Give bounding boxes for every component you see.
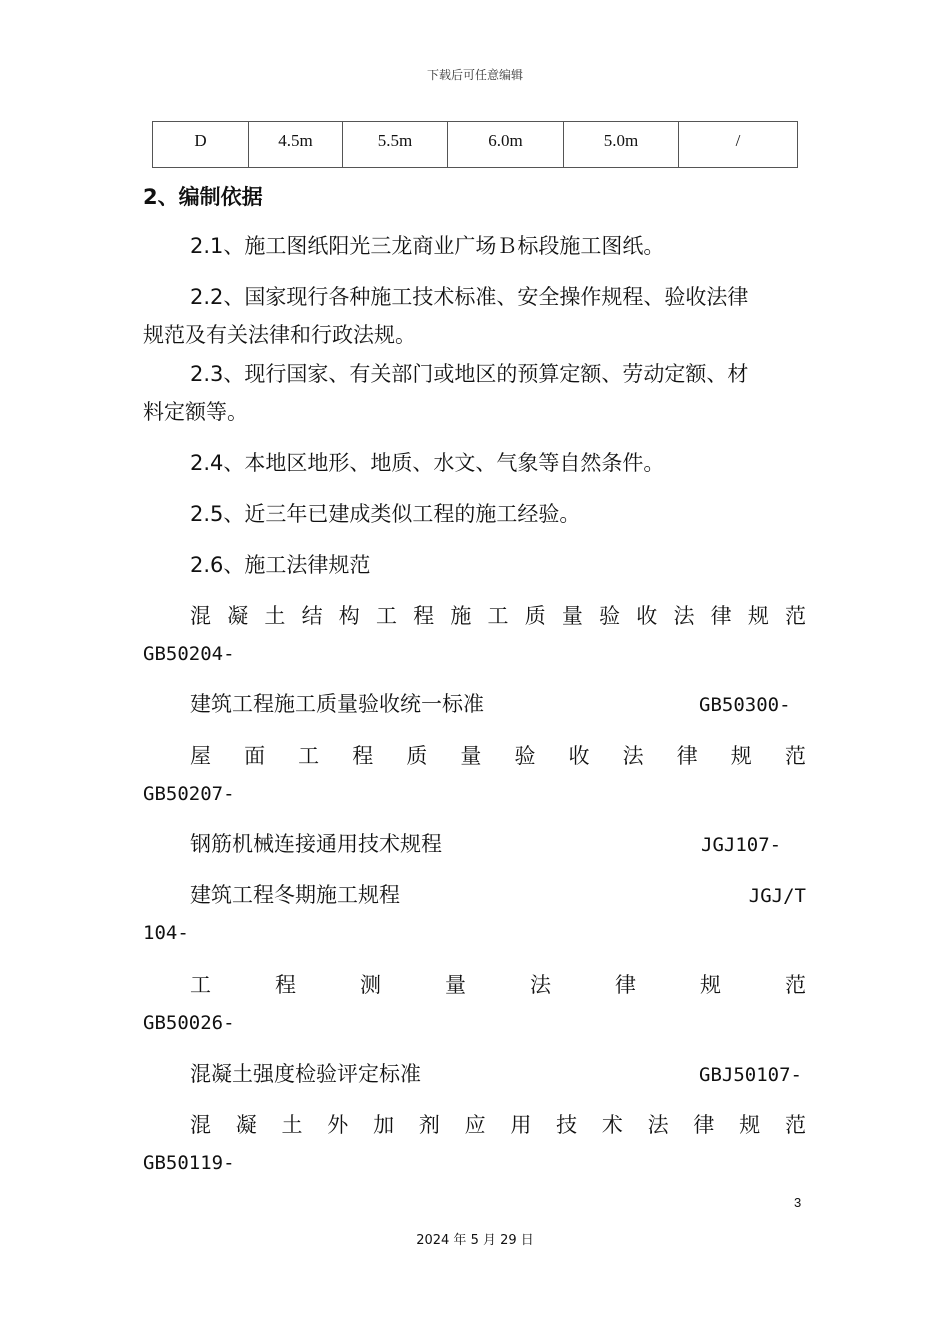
standard-name-char: 工 (298, 744, 320, 768)
standard-name-char: 土 (264, 604, 286, 628)
standard-name-char: 验 (599, 604, 621, 628)
standard-name-char: 面 (244, 744, 266, 768)
standard-name-char: 律 (710, 604, 732, 628)
standard-item (190, 691, 806, 717)
standard-name-char: 术 (601, 1113, 623, 1137)
paragraph-line: 2.2、国家现行各种施工技术标准、安全操作规程、验收法律 (190, 285, 749, 309)
standard-name-char: 律 (676, 744, 698, 768)
standard-name-char: 程 (275, 973, 296, 997)
standard-name-char: 量 (460, 744, 482, 768)
standard-code: GB50300- (699, 694, 791, 716)
standard-name-char: 工 (375, 604, 397, 628)
standard-name-char: 收 (636, 604, 658, 628)
table-cell: 5.0m (564, 122, 679, 168)
standard-name-char: 程 (413, 604, 435, 628)
standard-name-char: 加 (373, 1113, 395, 1137)
standard-name-char: 质 (406, 744, 428, 768)
standard-code: GB50207- (143, 783, 235, 805)
standard-name-char: 法 (622, 744, 644, 768)
table-cell: 4.5m (249, 122, 343, 168)
standard-name-char: 结 (301, 604, 323, 628)
page-number: 3 (794, 1195, 802, 1210)
standard-name-char: 规 (700, 973, 721, 997)
standard-name-char: 土 (281, 1113, 303, 1137)
paragraph-line: 2.1、施工图纸阳光三龙商业广场Ｂ标段施工图纸。 (190, 234, 665, 258)
table-cell: 5.5m (343, 122, 448, 168)
paragraph-line: 料定额等。 (143, 400, 248, 424)
standard-name-spread (190, 743, 806, 769)
table-cell: 6.0m (448, 122, 564, 168)
standard-name-char: 施 (450, 604, 472, 628)
standard-name-char: 混 (190, 1113, 211, 1137)
paragraph-line: 2.3、现行国家、有关部门或地区的预算定额、劳动定额、材 (190, 362, 749, 386)
spec-table (152, 121, 798, 168)
table-cell: D (153, 122, 249, 168)
standard-name-char: 剂 (418, 1113, 440, 1137)
standard-name-char: 屋 (190, 744, 211, 768)
standard-code: JGJ/T (748, 885, 806, 907)
standard-name-char: 技 (556, 1113, 578, 1137)
standard-name-char: 工 (487, 604, 509, 628)
standard-code: GB50204- (143, 643, 235, 665)
standard-name-char: 范 (784, 744, 806, 768)
standard-name-char: 用 (510, 1113, 532, 1137)
standard-name: 建筑工程冬期施工规程 (190, 883, 400, 907)
standard-name-char: 规 (747, 604, 769, 628)
table-cell: / (679, 122, 798, 168)
standard-name-char: 范 (785, 604, 806, 628)
standard-name: 钢筋机械连接通用技术规程 (190, 832, 442, 856)
footer-date: 2024 年 5 月 29 日 (416, 1233, 534, 1248)
standard-name-char: 规 (739, 1113, 761, 1137)
section-title: 2、编制依据 (143, 185, 263, 209)
paragraph-line: 2.6、施工法律规范 (190, 553, 371, 577)
standard-name-char: 测 (360, 973, 381, 997)
standard-code: GB50026- (143, 1012, 235, 1034)
standard-name-char: 混 (190, 604, 211, 628)
standard-name-char: 量 (445, 973, 466, 997)
table-row (153, 122, 798, 168)
standard-name: 混凝土强度检验评定标准 (190, 1062, 421, 1086)
standard-name-char: 范 (784, 1113, 806, 1137)
standard-name-char: 律 (615, 973, 636, 997)
standard-name-char: 工 (190, 973, 211, 997)
paragraph-line: 规范及有关法律和行政法规。 (143, 323, 416, 347)
standard-name-spread (190, 972, 806, 998)
standard-name-spread (190, 603, 806, 629)
standard-name-char: 法 (530, 973, 551, 997)
paragraph-line: 2.5、近三年已建成类似工程的施工经验。 (190, 502, 581, 526)
standard-name-char: 收 (568, 744, 590, 768)
standard-name-char: 质 (524, 604, 546, 628)
standard-name-char: 律 (693, 1113, 715, 1137)
standard-item (190, 831, 806, 857)
standard-name-char: 构 (338, 604, 360, 628)
standard-name-char: 程 (352, 744, 374, 768)
standard-name-char: 量 (561, 604, 583, 628)
standard-name-char: 外 (327, 1113, 349, 1137)
standard-name-char: 应 (464, 1113, 486, 1137)
page-header: 下载后可任意编辑 (426, 68, 523, 82)
standard-name-char: 凝 (235, 1113, 257, 1137)
standard-name-spread (190, 1112, 806, 1138)
standard-name-char: 范 (785, 973, 806, 997)
standard-code: 104- (143, 922, 189, 944)
standard-name-char: 法 (673, 604, 695, 628)
standard-name-char: 凝 (227, 604, 249, 628)
standard-name-char: 法 (647, 1113, 669, 1137)
paragraph-line: 2.4、本地区地形、地质、水文、气象等自然条件。 (190, 451, 665, 475)
standard-code: GBJ50107- (699, 1064, 802, 1086)
standard-item (190, 1061, 806, 1087)
standard-name: 建筑工程施工质量验收统一标准 (190, 692, 484, 716)
standard-name-char: 验 (514, 744, 536, 768)
standard-name-char: 规 (730, 744, 752, 768)
standard-item (190, 882, 806, 908)
standard-code: GB50119- (143, 1152, 235, 1174)
standard-code: JGJ107- (701, 834, 782, 856)
